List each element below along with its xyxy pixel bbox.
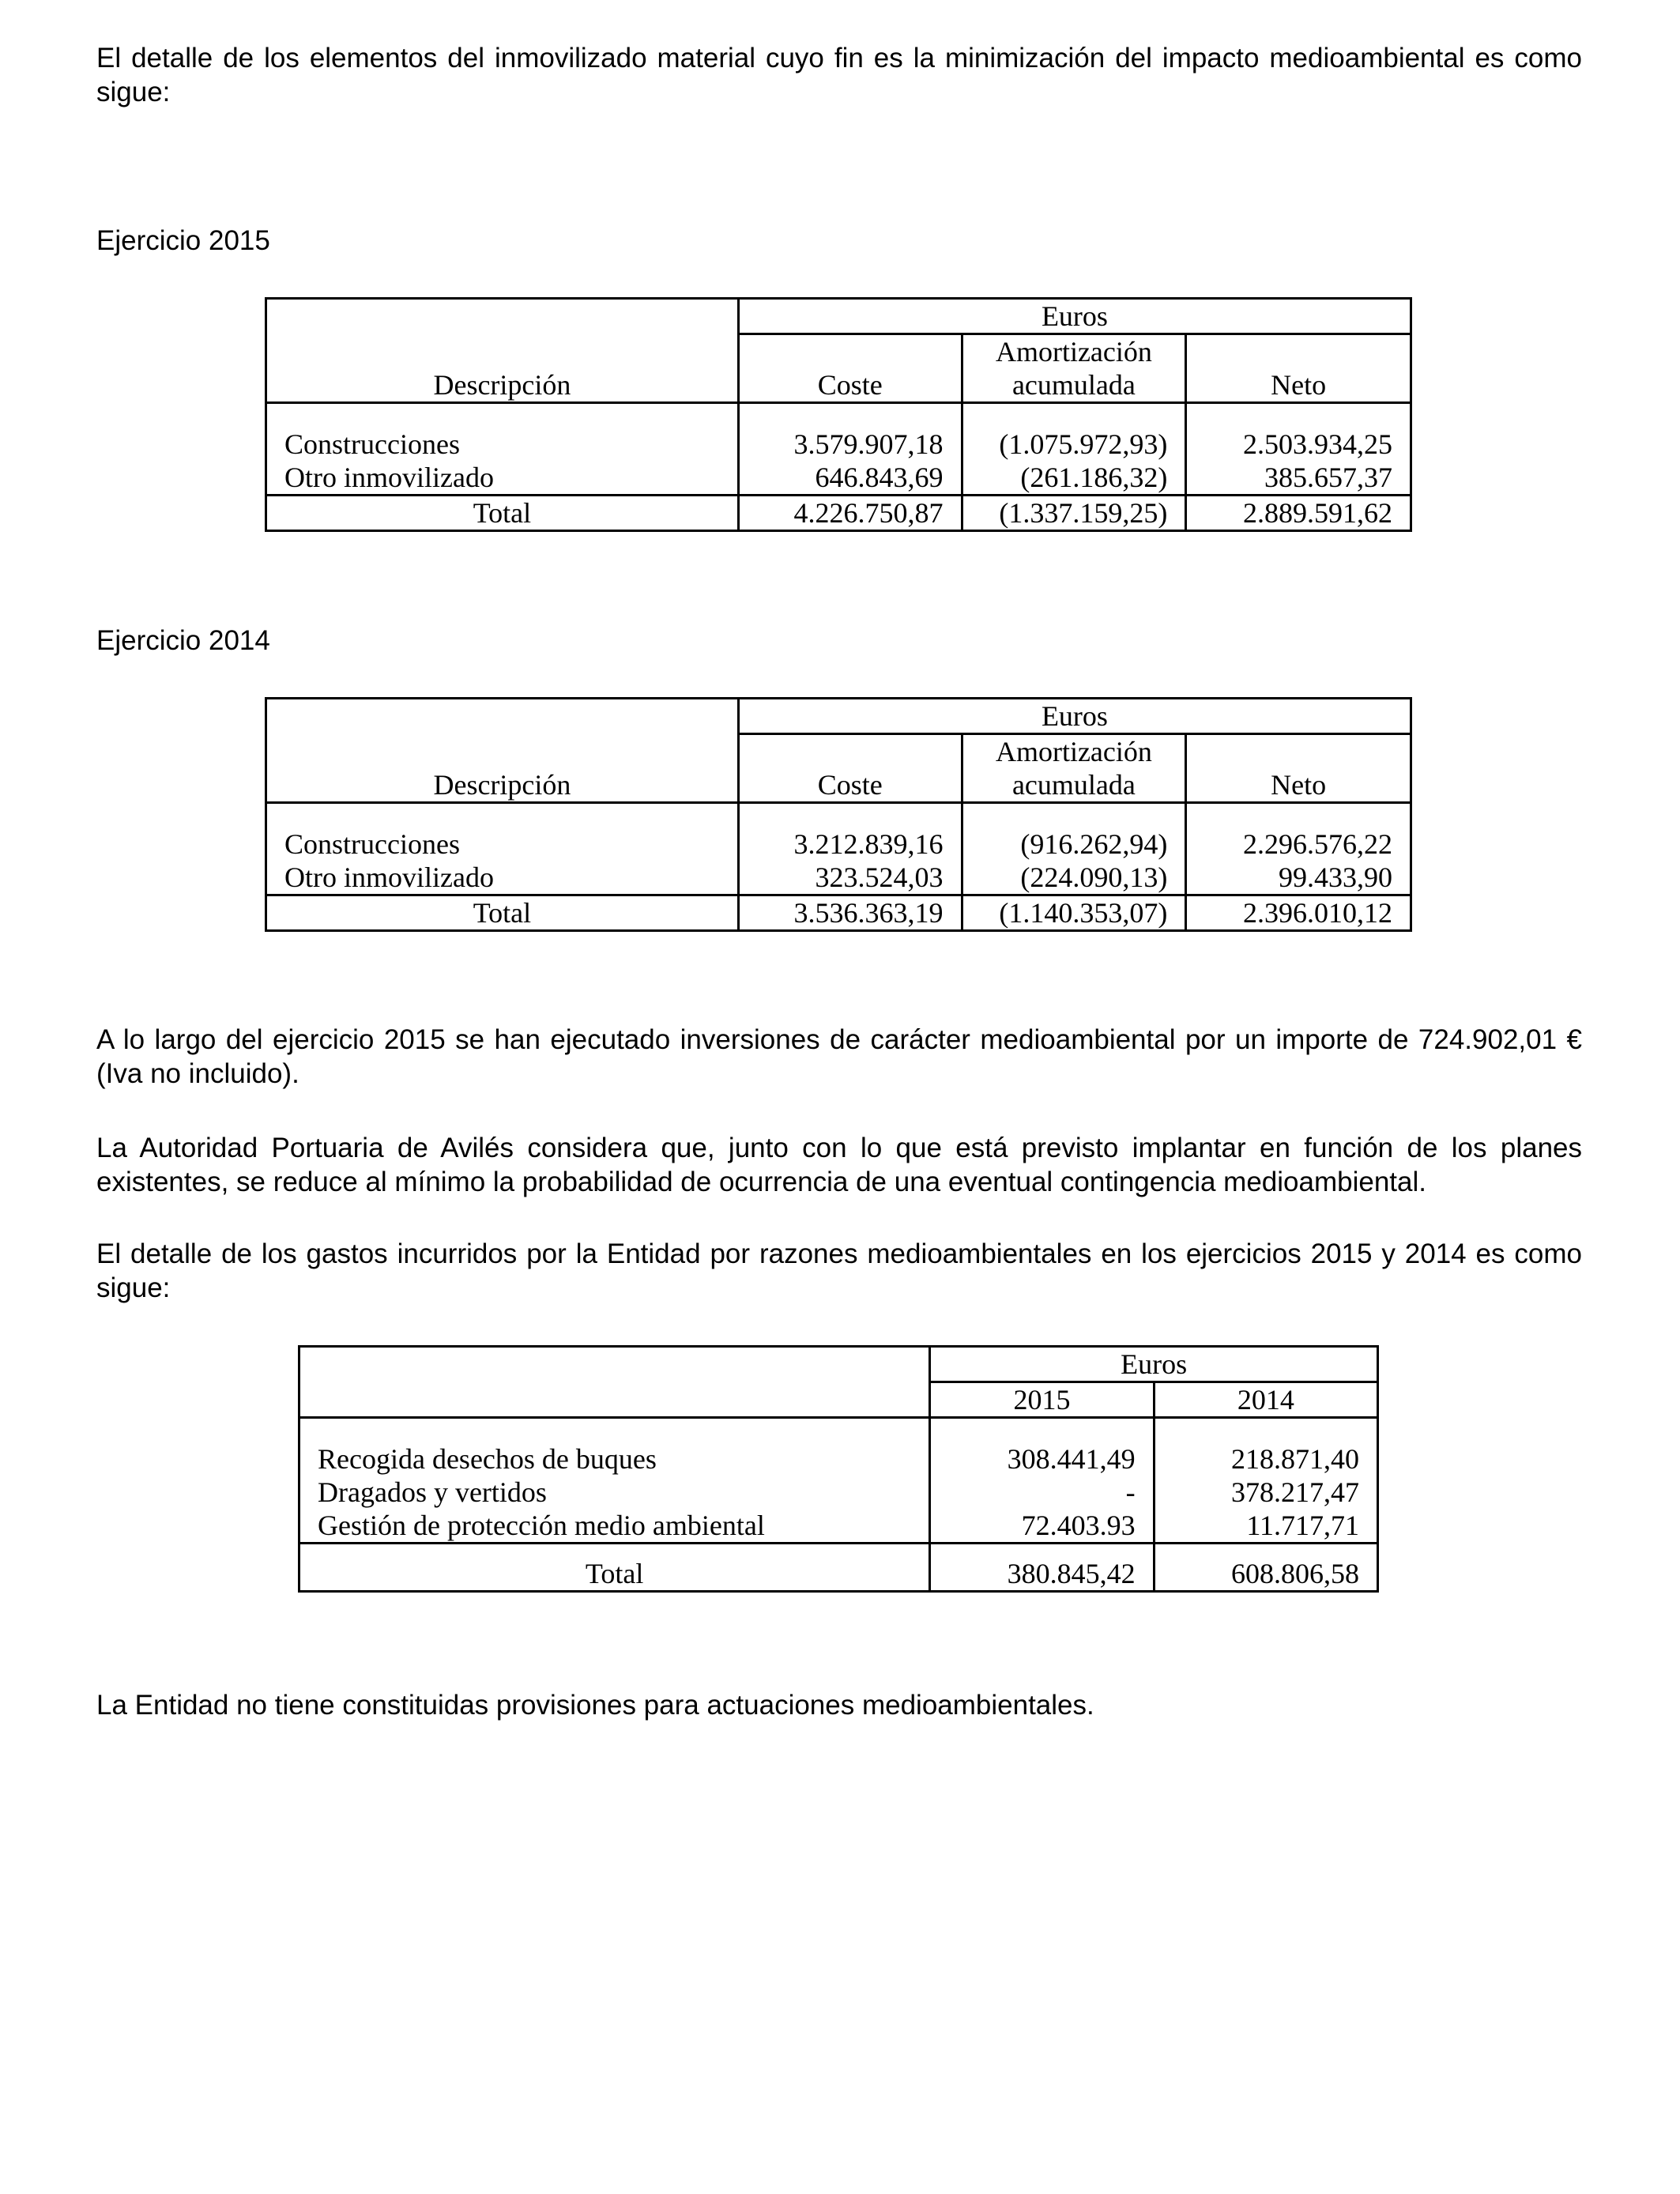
total-coste: 4.226.750,87 bbox=[738, 496, 962, 531]
row-neto: 2.503.934,25 bbox=[1243, 428, 1392, 460]
table-row bbox=[266, 461, 1411, 496]
total-amort: (1.140.353,07) bbox=[962, 895, 1186, 931]
euros-header: Euros bbox=[930, 1347, 1378, 1382]
col-amortizacion: Amortización acumulada bbox=[962, 734, 1186, 803]
total-2014: 608.806,58 bbox=[1154, 1544, 1377, 1592]
col-2014: 2014 bbox=[1154, 1382, 1377, 1418]
table-row bbox=[266, 827, 1411, 861]
paragraph-investments: A lo largo del ejercicio 2015 se han ejecutado inversiones de carácter medioambiental por un importe de 724.902,01 € (Iva no incluido). bbox=[96, 1024, 1582, 1089]
total-label: Total bbox=[299, 1544, 930, 1592]
row-desc: Otro inmovilizado bbox=[266, 461, 739, 496]
row-desc: Otro inmovilizado bbox=[266, 861, 739, 895]
row-amort: (224.090,13) bbox=[962, 861, 1186, 895]
row-coste: 323.524,03 bbox=[738, 861, 962, 895]
col-neto: Neto bbox=[1186, 734, 1411, 803]
row-desc: Construcciones bbox=[266, 827, 739, 861]
table-inmovilizado-2014 bbox=[265, 697, 1412, 932]
col-coste: Coste bbox=[738, 734, 962, 803]
total-amort: (1.337.159,25) bbox=[962, 496, 1186, 531]
row-amort: (261.186,32) bbox=[962, 461, 1186, 496]
total-row bbox=[266, 496, 1411, 531]
heading-ejercicio-2014: Ejercicio 2014 bbox=[96, 625, 270, 656]
paragraph-authority: La Autoridad Portuaria de Avilés considera que, junto con lo que está previsto implantar en función de los planes existentes, se reduce al mínimo la probabilidad de ocurrencia de una eventual contingencia medioambiental. bbox=[96, 1133, 1582, 1197]
row-amort: (916.262,94) bbox=[962, 827, 1186, 861]
row-2015: - bbox=[930, 1476, 1154, 1509]
total-row bbox=[266, 895, 1411, 931]
col-descripcion: Descripción bbox=[266, 334, 739, 403]
table-row bbox=[299, 1442, 1378, 1476]
row-neto: 2.296.576,22 bbox=[1243, 828, 1392, 860]
table-row bbox=[266, 428, 1411, 461]
closing-paragraph: La Entidad no tiene constituidas provisiones para actuaciones medioambientales. bbox=[96, 1690, 1094, 1721]
row-2014: 378.217,47 bbox=[1231, 1476, 1359, 1508]
table-gastos-medioambientales bbox=[298, 1345, 1379, 1593]
total-row bbox=[299, 1544, 1378, 1592]
row-amort: (1.075.972,93) bbox=[962, 428, 1186, 461]
col-neto: Neto bbox=[1186, 334, 1411, 403]
total-2015: 380.845,42 bbox=[930, 1544, 1154, 1592]
row-coste: 3.579.907,18 bbox=[738, 428, 962, 461]
row-neto: 385.657,37 bbox=[1264, 462, 1392, 493]
row-neto: 99.433,90 bbox=[1279, 861, 1392, 893]
table-row bbox=[266, 861, 1411, 895]
total-neto: 2.889.591,62 bbox=[1186, 496, 1411, 531]
row-desc: Dragados y vertidos bbox=[299, 1476, 930, 1509]
col-descripcion: Descripción bbox=[266, 734, 739, 803]
col-2015: 2015 bbox=[930, 1382, 1154, 1418]
table-inmovilizado-2015 bbox=[265, 297, 1412, 532]
table-row bbox=[299, 1509, 1378, 1544]
col-coste: Coste bbox=[738, 334, 962, 403]
col-amortizacion: Amortización acumulada bbox=[962, 334, 1186, 403]
row-2015: 72.403.93 bbox=[930, 1509, 1154, 1544]
row-2014: 218.871,40 bbox=[1231, 1443, 1359, 1475]
total-neto: 2.396.010,12 bbox=[1186, 895, 1411, 931]
euros-header: Euros bbox=[738, 699, 1411, 734]
total-coste: 3.536.363,19 bbox=[738, 895, 962, 931]
paragraph-expenses: El detalle de los gastos incurridos por la Entidad por razones medioambientales en los ejercicios 2015 y 2014 es como sigue: bbox=[96, 1238, 1582, 1303]
row-2015: 308.441,49 bbox=[930, 1442, 1154, 1476]
row-coste: 3.212.839,16 bbox=[738, 827, 962, 861]
heading-ejercicio-2015: Ejercicio 2015 bbox=[96, 225, 270, 256]
row-desc: Gestión de protección medio ambiental bbox=[299, 1509, 930, 1544]
row-coste: 646.843,69 bbox=[738, 461, 962, 496]
row-2014: 11.717,71 bbox=[1246, 1510, 1359, 1541]
total-label: Total bbox=[266, 496, 739, 531]
row-desc: Construcciones bbox=[266, 428, 739, 461]
intro-paragraph: El detalle de los elementos del inmovilizado material cuyo fin es la minimización del impacto medioambiental es como sigue: bbox=[96, 43, 1582, 107]
euros-header: Euros bbox=[738, 299, 1411, 334]
total-label: Total bbox=[266, 895, 739, 931]
table-row bbox=[299, 1476, 1378, 1509]
row-desc: Recogida desechos de buques bbox=[299, 1442, 930, 1476]
